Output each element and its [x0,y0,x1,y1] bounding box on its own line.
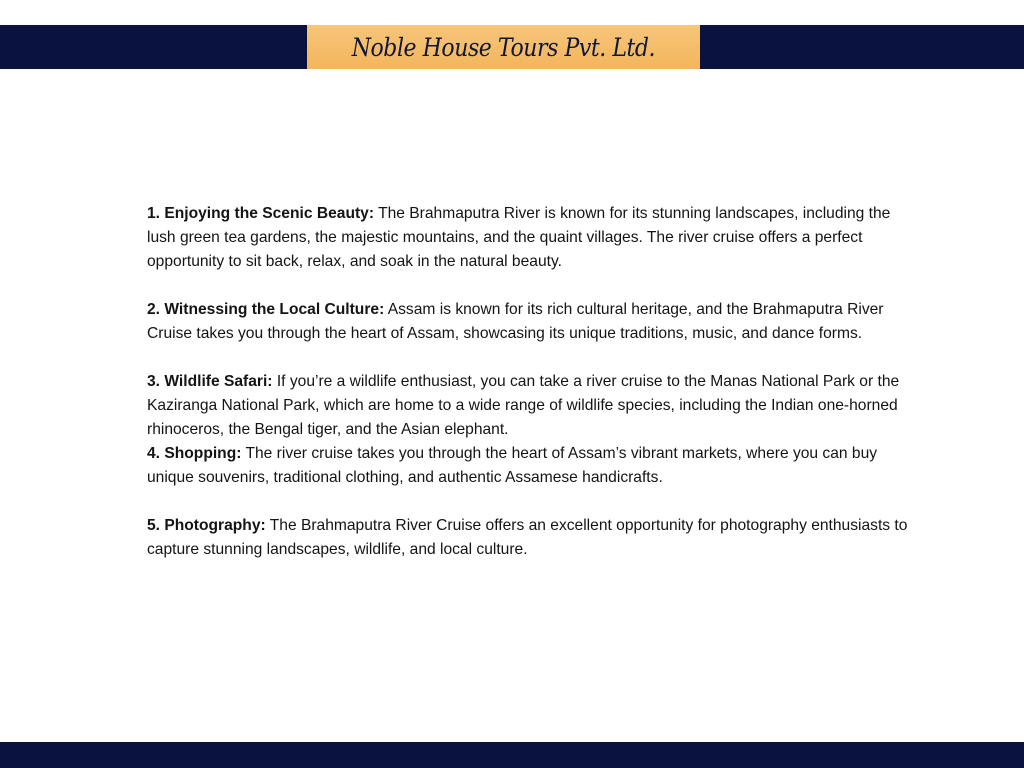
item-heading: 5. Photography: [147,517,266,534]
item-heading: 1. Enjoying the Scenic Beauty: [147,205,375,222]
item-shopping [147,442,917,490]
footer-band [0,742,1024,768]
item-text: Assam is known for its rich cultural heritage, and the Brahmaputra River Cruise takes you through the heart of Assam, showcasing its unique traditions, music, and dance forms. [147,301,884,342]
item-local-culture [147,298,917,346]
item-text: If you’re a wildlife enthusiast, you can take a river cruise to the Manas National Park or the Kaziranga National Park, which are home to a wide range of wildlife species, including the Indian one-horned rhinoceros, the Bengal tiger, and the Asian elephant. [147,373,900,438]
item-wildlife-safari [147,370,917,442]
item-heading: 2. Witnessing the Local Culture: [147,301,385,318]
item-text: The Brahmaputra River is known for its stunning landscapes, including the lush green tea gardens, the majestic mountains, and the quaint villages. The river cruise offers a perfect opportunity to sit back, relax, and soak in the natural beauty. [147,205,891,270]
item-text: The river cruise takes you through the heart of Assam’s vibrant markets, where you can buy unique souvenirs, traditional clothing, and authentic Assamese handicrafts. [147,445,878,486]
item-text: The Brahmaputra River Cruise offers an excellent opportunity for photography enthusiasts to capture stunning landscapes, wildlife, and local culture. [147,517,908,558]
item-photography [147,514,917,562]
item-scenic-beauty [147,202,917,274]
item-heading: 3. Wildlife Safari: [147,373,273,390]
item-heading: 4. Shopping: [147,445,242,462]
company-logo [307,25,700,69]
slide-content [147,202,917,562]
company-name: Noble House Tours Pvt. Ltd. [351,32,656,62]
